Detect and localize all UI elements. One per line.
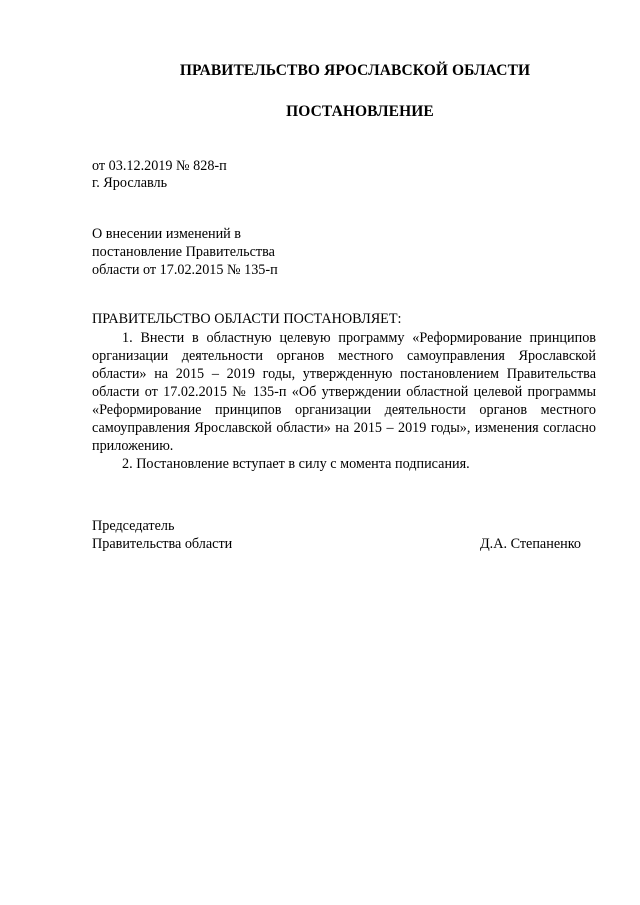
resolves-heading: ПРАВИТЕЛЬСТВО ОБЛАСТИ ПОСТАНОВЛЯЕТ: <box>92 311 402 327</box>
signer-name: Д.А. Степаненко <box>480 536 581 552</box>
subject-line: области от 17.02.2015 № 135-п <box>92 262 278 278</box>
signer-title-line2: Правительства области <box>92 536 233 552</box>
subject-line: постановление Правительства <box>92 244 275 260</box>
government-title: ПРАВИТЕЛЬСТВО ЯРОСЛАВСКОЙ ОБЛАСТИ <box>179 62 531 79</box>
document-subject <box>92 225 352 279</box>
document-date-number: от 03.12.2019 № 828-п <box>92 158 227 174</box>
document-body <box>92 329 596 473</box>
body-paragraph-1: 1. Внести в областную целевую программу «Реформирование принципов организации деятельности органов местного самоуправления Ярославской области» на 2015 – 2019 годы, утвержденную постановлением Правительства области от 17.02.2015 № 135-п «Об утверждении областной целевой программы «Реформирование принципов организации деятельности органов местного самоуправления Ярославской области» на 2015 – 2019 годы», изменения согласно приложению. <box>92 330 596 454</box>
subject-line: О внесении изменений в <box>92 226 242 242</box>
body-paragraph-2: 2. Постановление вступает в силу с момента подписания. <box>122 456 470 472</box>
signer-title-line1: Председатель <box>92 518 175 534</box>
document-type-title: ПОСТАНОВЛЕНИЕ <box>286 103 434 120</box>
document-city: г. Ярославль <box>92 175 168 191</box>
